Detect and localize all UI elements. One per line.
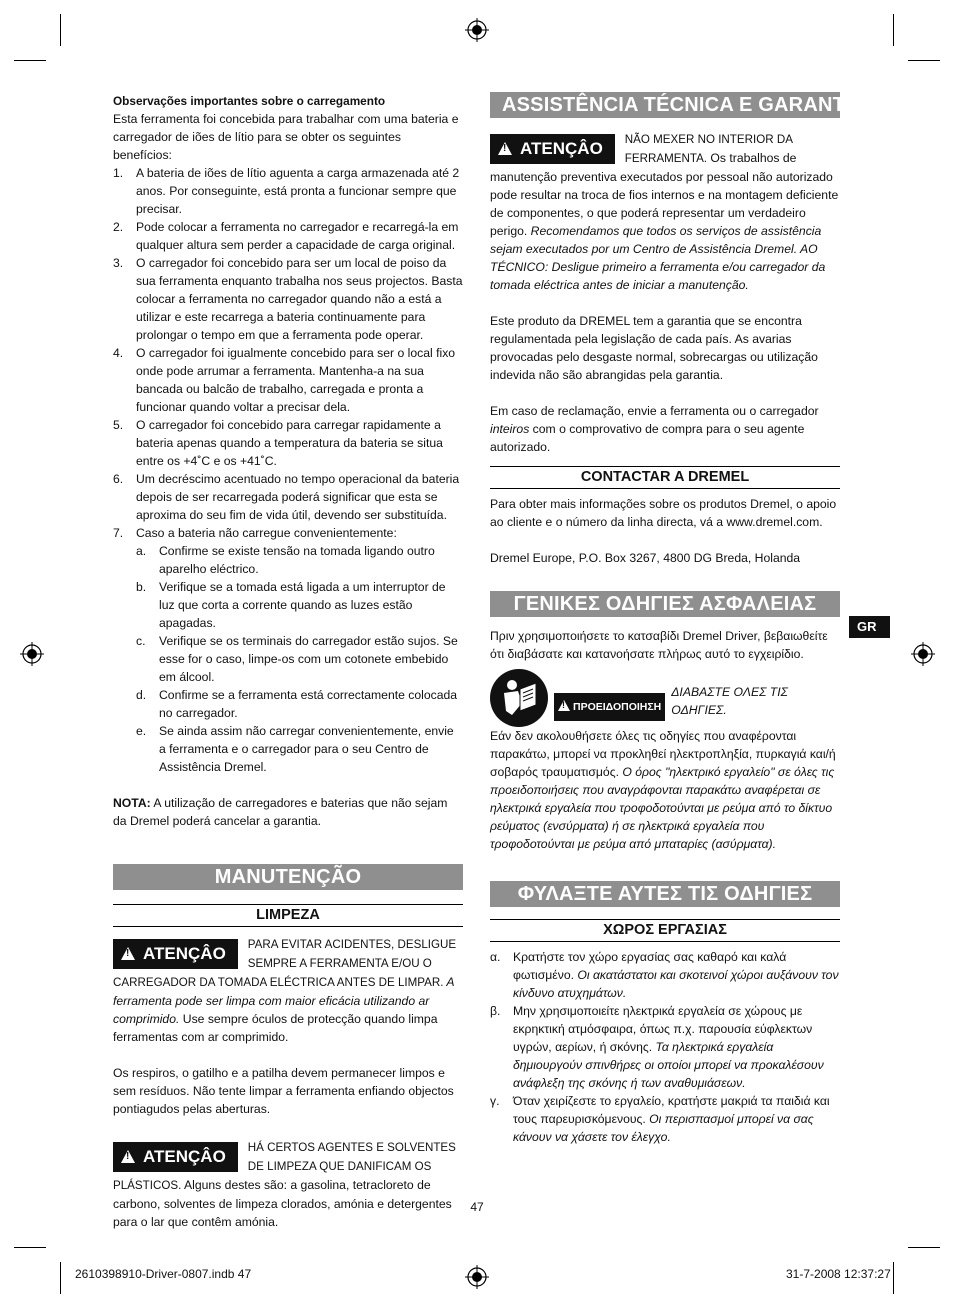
warning-triangle-icon: ! <box>498 142 512 155</box>
list-item: 7. Caso a bateria não carregue convenientemente: a. Confirme se existe tensão na tomada ligando outro aparelho eléctrico. b. Verifique se a tomada está ligada a um interruptor de luz que corta a corrente quando as luzes estão apagadas. c. Verifique se os terminais do carregador estão sujos. Se esse for o caso, limpe-os com um cotonete embebido em álcool. d. Confirme se a ferramenta está correctamente colocada no carregador. e. Se ainda assim não carregar convenientemente, envie a ferramenta e o carregador para o seu Centro de Assistência Dremel. <box>113 524 463 776</box>
section-title-greek-safety: ΓΕΝΙΚΕΣ ΟΔΗΓΙΕΣ ΑΣΦΑΛΕΙΑΣ <box>490 591 840 617</box>
greek-warning-block: ! ΠΡΟΕΙΔΟΠΟΙΗΣΗ ΔΙΑΒΑΣΤΕ ΟΛΕΣ ΤΙΣ ΟΔΗΓΙΕΣ. <box>490 665 840 727</box>
section-title-keep-instructions: ΦΥΛΑΞΤΕ ΑΥΤΕΣ ΤΙΣ ΟΔΗΓΙΕΣ <box>490 881 840 907</box>
crop-mark <box>60 14 61 46</box>
contact-paragraph: Para obter mais informações sobre os produtos Dremel, o apoio ao cliente e o número da linha directa, vá a www.dremel.com. <box>490 497 837 529</box>
section-title-manutencao: MANUTENÇÃO <box>113 864 463 890</box>
language-tab-gr: GR <box>849 616 890 638</box>
footer-timestamp: 31-7-2008 12:37:27 <box>786 1267 891 1281</box>
warning-block: ! ATENÇÂO PARA EVITAR ACIDENTES, DESLIGUE SEMPRE A FERRAMENTA E/OU O CARREGADOR DA TOMADA ELÉCTRICA ANTES DE LIMPAR. A ferramenta pode ser limpa com maior eficácia utilizando ar comprimido. Use sempre óculos de protecção quando limpa ferramentas com ar comprimido. <box>113 938 457 1044</box>
crop-mark <box>60 1262 61 1294</box>
list-item: γ. Όταν χειρίζεστε το εργαλείο, κρατήστε μακριά τα παιδιά και τους παρευρισκόμενους. Οι περισπασμοί μπορεί να σας κάνουν να χάσετε τον έλεγχο. <box>490 1094 830 1144</box>
list-item: 4. O carregador foi igualmente concebido para ser o local fixo onde pode arrumar a ferramenta. Mantenha-a na sua bancada ou balcão de trabalho, carregada e pronta a funcionar quando voltar a precisar dela. <box>113 346 456 414</box>
warranty-paragraph: Este produto da DREMEL tem a garantia que se encontra regulamentada pela legislação de cada país. As avarias provocadas pelo desgaste normal, sobrecargas ou utilização indevida não são abrangidas pela garantia. <box>490 314 818 382</box>
warning-badge: ! ATENÇÂO <box>113 1142 238 1172</box>
list-item: 3. O carregador foi concebido para ser um local de poiso da sua ferramenta enquanto trabalha nos seus projectos. Basta colocar a ferramenta no carregador quando não a está a utilizar e este recarrega a bateria continuamente para prolongar o tempo em que a ferramenta pode operar. <box>113 256 463 342</box>
respiros-paragraph: Os respiros, o gatilho e a patilha devem permanecer limpos e sem resíduos. Não tente limpar a ferramenta enfiando objectos pontiagudos pelas aberturas. <box>113 1066 454 1116</box>
charging-list <box>113 164 463 776</box>
list-item: 6. Um decréscimo acentuado no tempo operacional da bateria depois de ser recarregada poderá significar que esta se aproxima do seu fim de vida útil, devendo ser substituída. <box>113 472 460 522</box>
charging-intro: Esta ferramenta foi concebida para trabalhar com uma bateria e carregador de iões de lítio para se obter os seguintes benefícios: <box>113 112 459 162</box>
footer-file-name: 2610398910-Driver-0807.indb 47 <box>75 1267 252 1281</box>
list-item: β. Μην χρησιμοποιείτε ηλεκτρικά εργαλεία σε χώρους με εκρηκτική ατμόσφαιρα, όπως π.χ. παρουσία εύφλεκτων υγρών, αερίων, ή σκόνης. Τα ηλεκτρικά εργαλεία δημιουργούν σπινθήρες οι οποίοι μπορεί να προκαλέσουν ανάφλεξη της σκόνης ή των αναθυμιάσεων. <box>490 1004 824 1090</box>
crop-mark <box>908 1247 940 1248</box>
warning-badge: ! ATENÇÂO <box>113 939 238 969</box>
crop-mark <box>14 1247 46 1248</box>
read-manual-icon <box>490 669 548 727</box>
greek-warning-badge: ! ΠΡΟΕΙΔΟΠΟΙΗΣΗ <box>554 693 665 721</box>
registration-mark-icon <box>465 18 489 42</box>
list-item: a. Confirme se existe tensão na tomada ligando outro aparelho eléctrico. <box>136 544 435 576</box>
warning-badge: ! ATENÇÂO <box>490 134 615 164</box>
claim-paragraph: Em caso de reclamação, envie a ferramenta ou o carregador inteiros com o comprovativo de compra para o seu agente autorizado. <box>490 404 819 454</box>
warning-triangle-icon: ! <box>121 947 135 960</box>
crop-mark <box>14 60 46 61</box>
charging-title: Observações importantes sobre o carregamento <box>113 94 386 108</box>
warning-block: ! ATENÇÂO NÃO MEXER NO INTERIOR DA FERRAMENTA. Os trabalhos de manutenção preventiva executados por pessoal não autorizado pode resultar na troca de fios internos e na montagem deficiente de componentes, o que poderá representar um verdadeiro perigo. Recomendamos que todos os serviços de assistência sejam executados por um Centro de Assistência Dremel. AO TÉCNICO: Desligue primeiro a ferramenta e/ou carregador da tomada eléctrica antes de iniciar a manutenção. <box>490 133 839 292</box>
right-column <box>490 92 866 1146</box>
work-area-list <box>490 948 840 1146</box>
registration-mark-icon <box>465 1265 489 1289</box>
crop-mark <box>893 1262 894 1294</box>
nota-paragraph: NOTA: A utilização de carregadores e baterias que não sejam da Dremel poderá cancelar a garantia. <box>113 796 448 828</box>
crop-mark <box>893 14 894 46</box>
list-item: 2. Pode colocar a ferramenta no carregador e recarregá-la em qualquer altura sem perder a capacidade de carga original. <box>113 220 459 252</box>
greek-warning-text: Εάν δεν ακολουθήσετε όλες τις οδηγίες που αναφέρονται παρακάτω, μπορεί να προκληθεί ηλεκτροπληξία, πυρκαγιά και/ή σοβαρός τραυματισμός. Ο όρος "ηλεκτρικό εργαλείο" σε όλες τις προειδοποιήσεις που αναγράφονται παρακάτω αναφέρεται σε ηλεκτρικά εργαλεία που τροφοδοτούνται με ρεύμα από το δίκτυο ρεύματος (ενσύρματα) ή σε ηλεκτρικά εργαλεία που τροφοδοτούνται με ρεύμα από μπαταρίες (ασύρματα). <box>490 729 836 851</box>
list-item: 1. A bateria de iões de lítio aguenta a carga armazenada até 2 anos. Por conseguinte, está pronta a funcionar sempre que precisar. <box>113 166 460 216</box>
charging-sublist <box>136 542 463 776</box>
greek-intro: Πριν χρησιμοποιήσετε το κατσαβίδι Dremel Driver, βεβαιωθείτε ότι διαβάσατε και κατανοήσατε πλήρως αυτό το εγχειρίδιο. <box>490 629 828 661</box>
crop-mark <box>908 60 940 61</box>
registration-mark-icon <box>20 642 44 666</box>
list-item: b. Verifique se a tomada está ligada a um interruptor de luz que corta a corrente quando as luzes estão apagadas. <box>136 580 446 630</box>
list-item: d. Confirme se a ferramenta está correctamente colocada no carregador. <box>136 688 458 720</box>
list-item: c. Verifique se os terminais do carregador estão sujos. Se esse for o caso, limpe-os com um cotonete embebido em álcool. <box>136 634 458 684</box>
address-paragraph: Dremel Europe, P.O. Box 3267, 4800 DG Breda, Holanda <box>490 551 801 565</box>
left-column <box>113 92 463 1231</box>
subheading-contactar: CONTACTAR A DREMEL <box>490 466 840 489</box>
warning-block: ! ATENÇÂO HÁ CERTOS AGENTES E SOLVENTES DE LIMPEZA QUE DANIFICAM OS PLÁSTICOS. Alguns destes são: a gasolina, tetracloreto de carbono, solventes de limpeza clorados, amónia e detergentes para o lar que contêm amónia. <box>113 1141 456 1229</box>
page-number: 47 <box>470 1200 484 1214</box>
list-item: e. Se ainda assim não carregar convenientemente, envie a ferramenta e o carregador para o seu Centro de Assistência Dremel. <box>136 724 454 774</box>
warning-triangle-icon: ! <box>121 1150 135 1163</box>
list-item: 5. O carregador foi concebido para carregar rapidamente a bateria apenas quando a temperatura da bateria se situa entre os +4˚C e os +41˚C. <box>113 418 443 468</box>
subheading-work-area: ΧΩΡΟΣ ΕΡΓΑΣΙΑΣ <box>490 919 840 942</box>
warning-triangle-icon: ! <box>558 700 570 711</box>
registration-mark-icon <box>911 642 935 666</box>
section-title-assistencia: ASSISTÊNCIA TÉCNICA E GARANTIA <box>490 92 840 118</box>
list-item: α. Κρατήστε τον χώρο εργασίας σας καθαρό και καλά φωτισμένο. Οι ακατάστατοι και σκοτεινοί χώροι αυξάνουν τον κίνδυνο ατυχημάτων. <box>490 950 839 1000</box>
subheading-limpeza: LIMPEZA <box>113 904 463 927</box>
